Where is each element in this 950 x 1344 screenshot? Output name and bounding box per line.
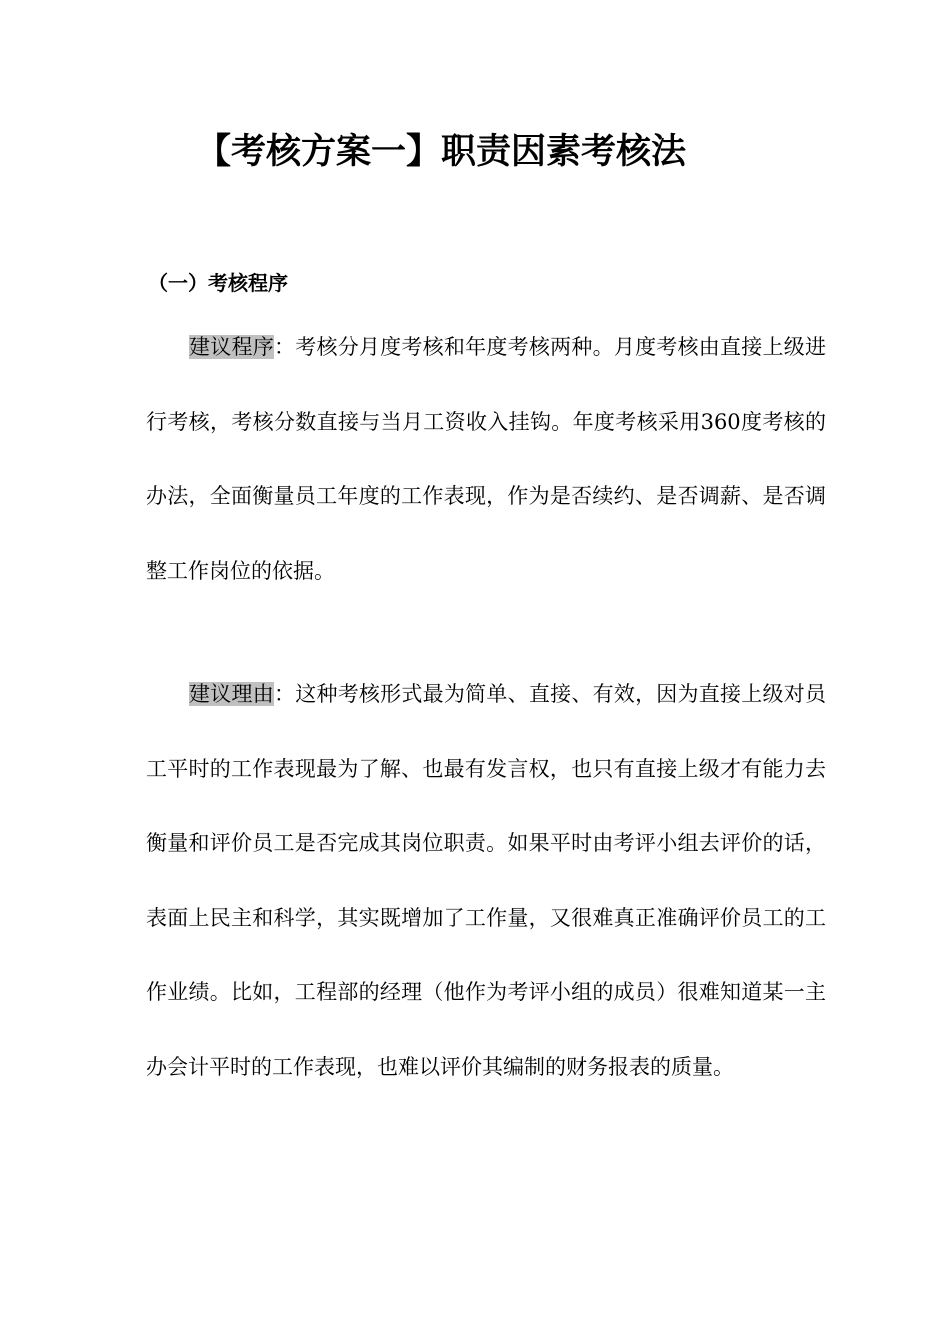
paragraph-reason-text: ：这种考核形式最为简单、直接、有效，因为直接上级对员工平时的工作表现最为了解、也最有发言权，也只有直接上级才有能力去衡量和评价员工是否完成其岗位职责。如果平时由考评小组去评价的话，表面上民主和科学，其实既增加了工作量，又很难真正准确评价员工的工作业绩。比如，工程部的经理（他作为考评小组的成员）很难知道某一主办会计平时的工作表现，也难以评价其编制的财务报表的质量。 [146,682,827,1079]
highlighted-label-procedure: 建议程序 [189,335,274,359]
paragraph-procedure-text: ：考核分月度考核和年度考核两种。月度考核由直接上级进行考核，考核分数直接与当月工资收入挂钩。年度考核采用360度考核的办法，全面衡量员工年度的工作表现，作为是否续约、是否调薪、是否调整工作岗位的依据。 [146,335,827,583]
paragraph-reason [146,657,826,1104]
highlighted-label-reason: 建议理由 [189,682,274,706]
document-title: 【考核方案一】职责因素考核法 [196,131,687,172]
paragraph-procedure [146,310,826,608]
section-heading: （一）考核程序 [148,271,288,295]
